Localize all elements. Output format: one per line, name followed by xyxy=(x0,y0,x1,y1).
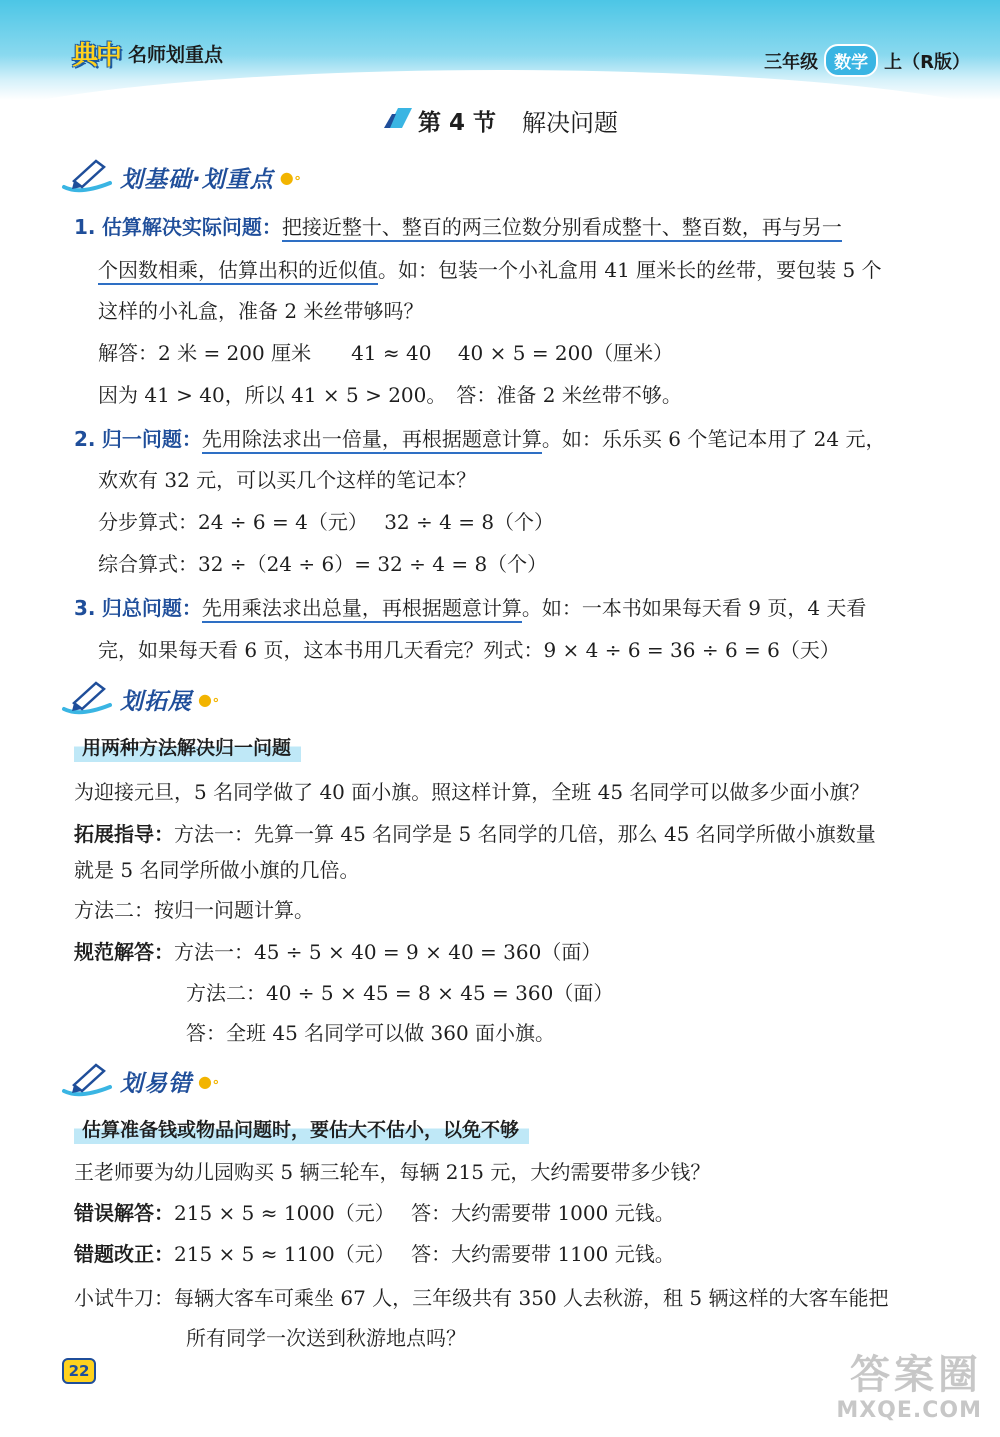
mistakes-question: 王老师要为幼儿园购买 5 辆三轮车，每辆 215 元，大约需要带多少钱？ xyxy=(74,1160,711,1184)
volume-label: 上（R版） xyxy=(884,51,970,73)
item-1-number: 1. xyxy=(74,215,96,239)
answer-text-1: 方法一：45 ÷ 5 × 40 = 9 × 40 = 360（面） xyxy=(174,940,602,964)
try-text-1: 每辆大客车可乘坐 67 人，三年级共有 350 人去秋游，租 5 辆这样的大客车能把 xyxy=(174,1286,889,1310)
mistakes-try-2: 所有同学一次送到秋游地点吗？ xyxy=(186,1326,466,1350)
mistakes-try-1 xyxy=(74,1284,889,1312)
wrong-label: 错误解答： xyxy=(74,1201,174,1225)
subject-badge: 数学 xyxy=(824,44,878,77)
extension-answer-1 xyxy=(74,938,601,966)
item-2-rest: 。如：乐乐买 6 个笔记本用了 24 元， xyxy=(541,427,886,451)
watermark-url: MXQE.COM xyxy=(836,1398,982,1423)
item-1-rule-a: 把接近整十、整百的两三位数分别看成整十、整百数，再与另一 xyxy=(282,215,842,242)
section-number-wrap xyxy=(382,104,496,137)
grade-label: 三年级 xyxy=(764,51,819,73)
item-1-rest: 。如：包装一个小礼盒用 41 厘米长的丝带，要包装 5 个 xyxy=(378,258,882,282)
pen-icon xyxy=(60,679,116,719)
extension-answer-3: 答：全班 45 名同学可以做 360 面小旗。 xyxy=(186,1021,556,1045)
grade-info xyxy=(764,44,970,77)
section-marker-icon xyxy=(382,106,414,130)
watermark-text: 答案圈 xyxy=(850,1352,982,1398)
section-name: 解决问题 xyxy=(522,108,619,137)
item-2-step: 分步算式：24 ÷ 6 = 4（元） 32 ÷ 4 = 8（个） xyxy=(98,510,555,534)
item-1-line-1 xyxy=(74,213,842,241)
decor-dots: ●∘ xyxy=(198,689,220,709)
guide-text-1: 方法一：先算一算 45 名同学是 5 名同学的几倍，那么 45 名同学所做小旗数量 xyxy=(174,822,876,846)
item-1-rule-b: 个因数相乘，估算出积的近似值 xyxy=(98,258,378,285)
wrong-text: 215 × 5 ≈ 1000（元） 答：大约需要带 1000 元钱。 xyxy=(174,1201,675,1225)
brand-text: 名师划重点 xyxy=(128,43,224,66)
module-basics-heading xyxy=(60,154,302,200)
module-extension-title: 划拓展 xyxy=(120,688,192,715)
watermark xyxy=(782,1352,982,1432)
section-number: 第 4 节 xyxy=(417,109,497,136)
item-3-rest: 。如：一本书如果每天看 9 页，4 天看 xyxy=(521,596,867,620)
item-1-solution: 解答：2 米 = 200 厘米 41 ≈ 40 40 × 5 = 200（厘米） xyxy=(98,341,674,365)
mistakes-fix xyxy=(74,1240,675,1268)
item-2-line-1 xyxy=(74,425,885,453)
item-3-label: 归总问题： xyxy=(101,596,202,620)
extension-question: 为迎接元旦，5 名同学做了 40 面小旗。照这样计算，全班 45 名同学可以做多少面小旗？ xyxy=(74,780,870,804)
extension-guide-3: 方法二：按归一问题计算。 xyxy=(74,898,314,922)
extension-answer-2: 方法二：40 ÷ 5 × 45 = 8 × 45 = 360（面） xyxy=(186,981,614,1005)
item-1-label: 估算解决实际问题： xyxy=(101,215,282,239)
guide-label: 拓展指导： xyxy=(74,822,174,846)
mistakes-subheading: 估算准备钱或物品问题时，要估大不估小，以免不够 xyxy=(74,1116,529,1144)
item-3-line-1 xyxy=(74,594,866,622)
item-3-rule: 先用乘法求出总量，再根据题意计算 xyxy=(202,596,522,623)
item-1-line-2 xyxy=(98,256,882,284)
item-2-rule: 先用除法求出一倍量，再根据题意计算 xyxy=(202,427,542,454)
decor-dots: ●∘ xyxy=(279,167,302,187)
mistakes-wrong xyxy=(74,1199,675,1227)
pen-icon xyxy=(60,157,116,197)
module-basics-title: 划基础·划重点 xyxy=(120,166,274,193)
fix-label: 错题改正： xyxy=(74,1242,174,1266)
section-title xyxy=(0,100,1000,140)
extension-guide-2: 就是 5 名同学所做小旗的几倍。 xyxy=(74,858,360,882)
answer-label: 规范解答： xyxy=(74,940,174,964)
item-2-line-2: 欢欢有 32 元，可以买几个这样的笔记本？ xyxy=(98,468,477,492)
module-extension-heading xyxy=(60,676,220,722)
item-2-number: 2. xyxy=(74,427,96,451)
pen-icon xyxy=(60,1061,116,1101)
item-3-line-2: 完，如果每天看 6 页，这本书用几天看完？列式：9 × 4 ÷ 6 = 36 ÷ 6 = 6（天） xyxy=(98,638,840,662)
page-number: 22 xyxy=(62,1358,96,1384)
item-2-combined: 综合算式：32 ÷（24 ÷ 6）= 32 ÷ 4 = 8（个） xyxy=(98,552,548,576)
fix-text: 215 × 5 ≈ 1100（元） 答：大约需要带 1100 元钱。 xyxy=(174,1242,675,1266)
item-3-number: 3. xyxy=(74,596,96,620)
item-1-line-3: 这样的小礼盒，准备 2 米丝带够吗？ xyxy=(98,299,424,323)
item-1-answer: 因为 41 > 40，所以 41 × 5 > 200。 答：准备 2 米丝带不够。 xyxy=(98,383,682,407)
module-mistakes-heading xyxy=(60,1058,220,1104)
extension-guide-1 xyxy=(74,820,876,848)
extension-subheading: 用两种方法解决归一问题 xyxy=(74,734,301,762)
module-mistakes-title: 划易错 xyxy=(120,1070,192,1097)
brand-mark: 典中 xyxy=(72,40,121,71)
try-label: 小试牛刀： xyxy=(74,1286,174,1310)
decor-dots: ●∘ xyxy=(198,1071,220,1091)
item-2-label: 归一问题： xyxy=(101,427,202,451)
page-header xyxy=(0,0,1000,100)
brand-logo xyxy=(72,36,223,70)
